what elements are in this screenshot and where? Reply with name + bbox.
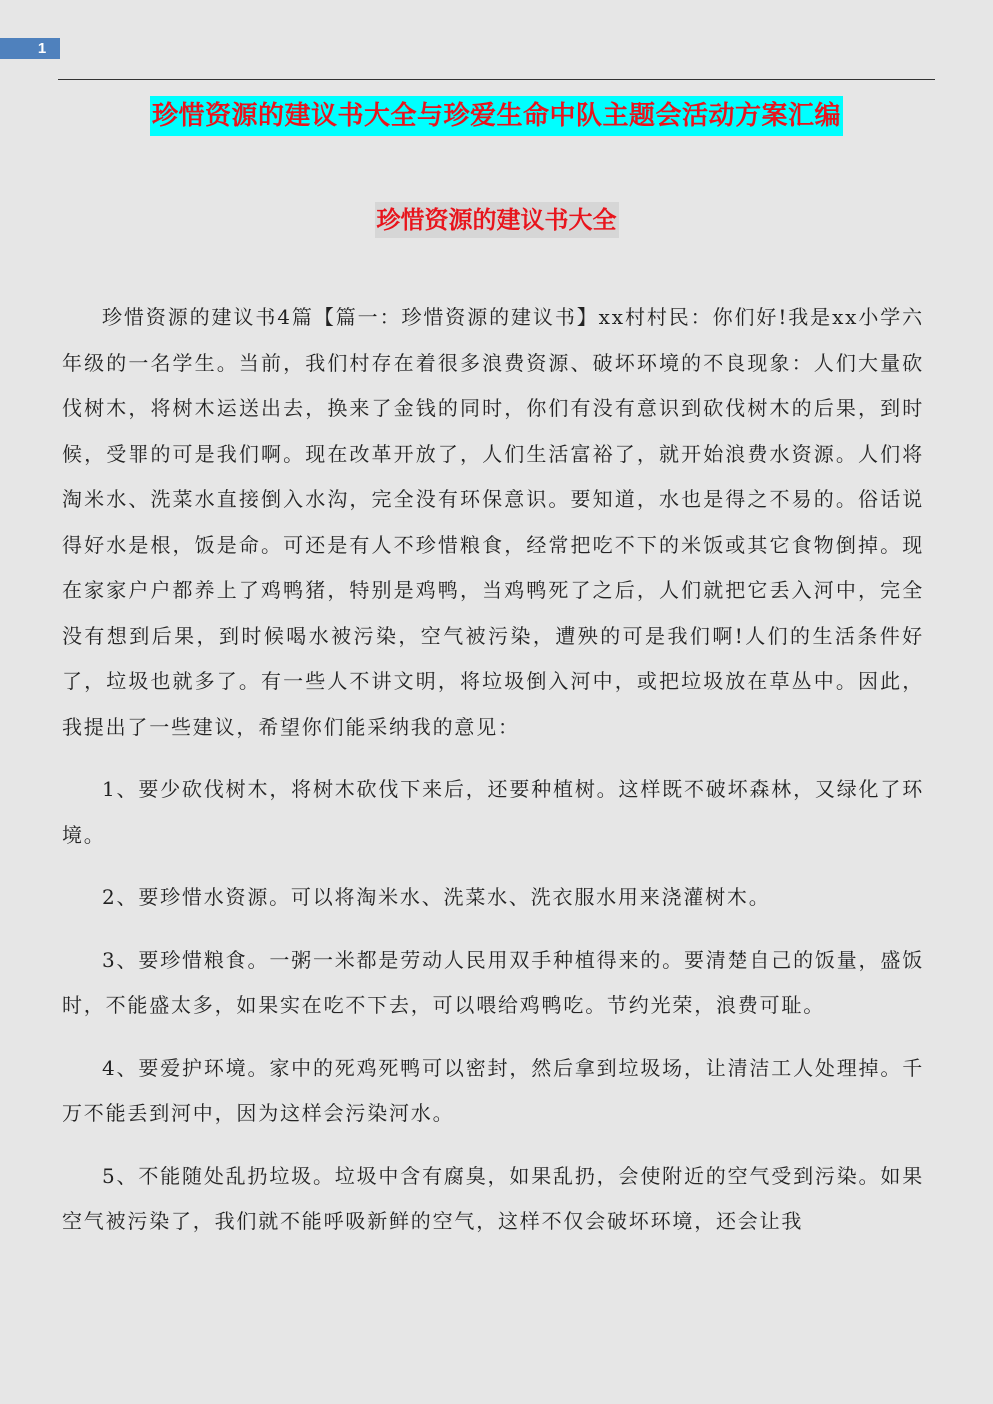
body-paragraph: 3、要珍惜粮食。一粥一米都是劳动人民用双手种植得来的。要清楚自己的饭量，盛饭时，不能盛太多，如果实在吃不下去，可以喂给鸡鸭吃。节约光荣，浪费可耻。 (62, 947, 924, 1017)
section-title-wrapper (0, 202, 993, 238)
page-number-badge: 1 (0, 38, 60, 59)
document-body (62, 295, 924, 1262)
header-divider (58, 79, 935, 80)
body-paragraph: 1、要少砍伐树木，将树木砍伐下来后，还要种植树。这样既不破坏森林，又绿化了环境。 (62, 777, 924, 847)
document-title: 珍惜资源的建议书大全与珍爱生命中队主题会活动方案汇编 (150, 96, 843, 136)
body-paragraph: 4、要爱护环境。家中的死鸡死鸭可以密封，然后拿到垃圾场，让清洁工人处理掉。千万不能丢到河中，因为这样会污染河水。 (62, 1055, 924, 1125)
section-title: 珍惜资源的建议书大全 (375, 202, 619, 238)
document-title-wrapper (0, 96, 993, 136)
body-paragraph: 2、要珍惜水资源。可以将淘米水、洗菜水、洗衣服水用来浇灌树木。 (102, 885, 771, 909)
body-paragraph: 珍惜资源的建议书4篇【篇一：珍惜资源的建议书】xx村村民：你们好!我是xx小学六年级的一名学生。当前，我们村存在着很多浪费资源、破坏环境的不良现象：人们大量砍伐树木，将树木运送出去，换来了金钱的同时，你们有没有意识到砍伐树木的后果，到时候，受罪的可是我们啊。现在改革开放了，人们生活富裕了，就开始浪费水资源。人们将淘米水、洗菜水直接倒入水沟，完全没有环保意识。要知道，水也是得之不易的。俗话说得好水是根，饭是命。可还是有人不珍惜粮食，经常把吃不下的米饭或其它食物倒掉。现在家家户户都养上了鸡鸭猪，特别是鸡鸭，当鸡鸭死了之后，人们就把它丢入河中，完全没有想到后果，到时候喝水被污染，空气被污染，遭殃的可是我们啊!人们的生活条件好了，垃圾也就多了。有一些人不讲文明，将垃圾倒入河中，或把垃圾放在草丛中。因此，我提出了一些建议，希望你们能采纳我的意见： (62, 305, 924, 739)
body-paragraph: 5、不能随处乱扔垃圾。垃圾中含有腐臭，如果乱扔，会使附近的空气受到污染。如果空气被污染了，我们就不能呼吸新鲜的空气，这样不仅会破坏环境，还会让我 (62, 1163, 924, 1233)
